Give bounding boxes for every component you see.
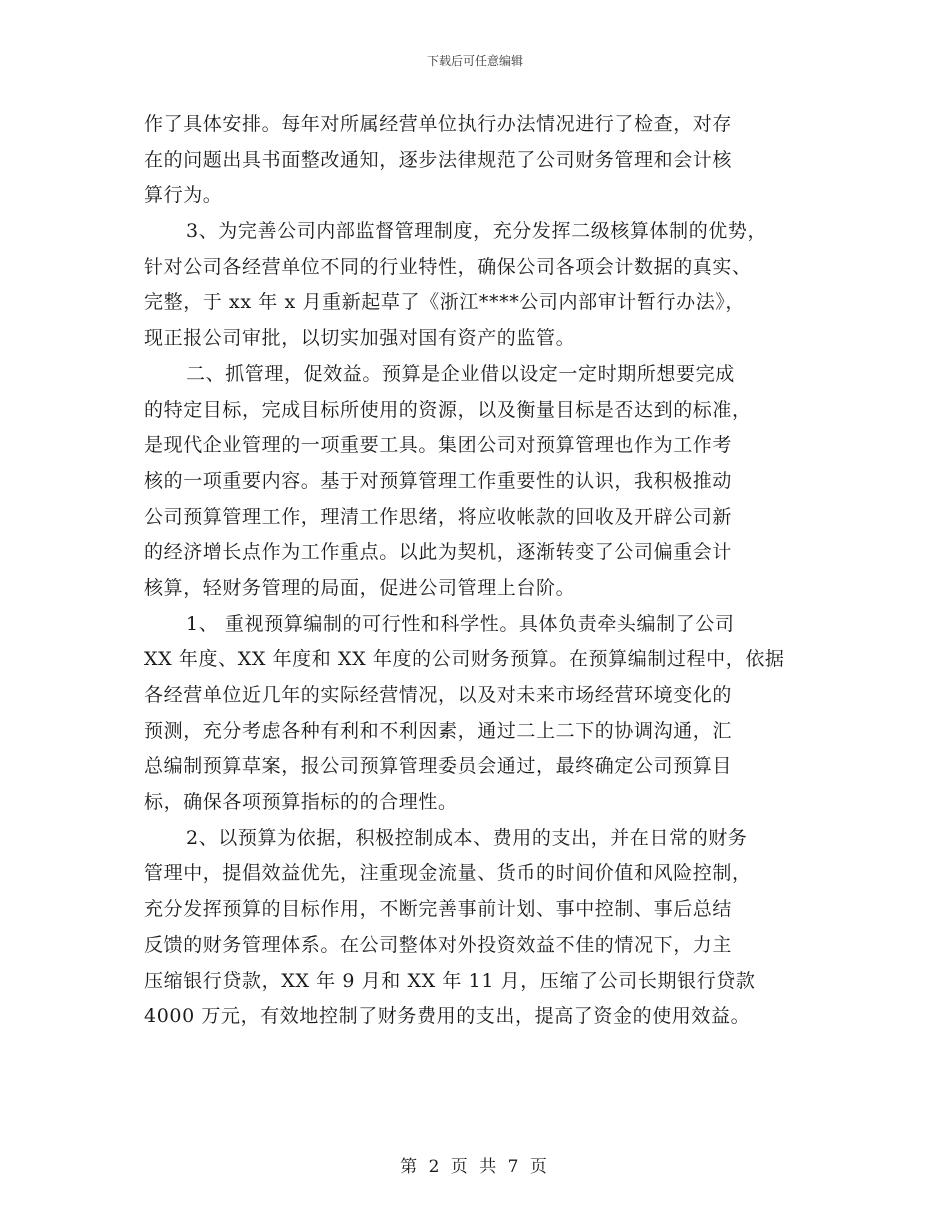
text-line: 1、 重视预算编制的可行性和科学性。具体负责牵头编制了公司 xyxy=(186,612,735,635)
text-line: 2、以预算为依据，积极控制成本、费用的支出，并在日常的财务 xyxy=(186,826,748,849)
text-line: XX 年度、XX 年度和 XX 年度的公司财务预算。在预算编制过程中，依据 xyxy=(144,648,785,671)
text-line: 充分发挥预算的目标作用，不断完善事前计划、事中控制、事后总结 xyxy=(144,898,733,921)
text-line: 总编制预算草案，报公司预算管理委员会通过，最终确定公司预算目 xyxy=(144,755,733,778)
text-line: 压缩银行贷款，XX 年 9 月和 XX 年 11 月，压缩了公司长期银行贷款 xyxy=(144,969,756,992)
text-line: 是现代企业管理的一项重要工具。集团公司对预算管理也作为工作考 xyxy=(144,434,733,457)
text-line: 二、抓管理，促效益。预算是企业借以设定一定时期所想要完成 xyxy=(186,362,735,385)
text-line: 的经济增长点作为工作重点。以此为契机，逐渐转变了公司偏重会计 xyxy=(144,541,733,564)
page-footer: 第 2 页 共 7 页 xyxy=(400,1157,550,1177)
text-line: 在的问题出具书面整改通知，逐步法律规范了公司财务管理和会计核 xyxy=(144,148,733,171)
text-line: 现正报公司审批，以切实加强对国有资产的监管。 xyxy=(144,327,576,350)
text-line: 预测，充分考虑各种有利和不利因素，通过二上二下的协调沟通，汇 xyxy=(144,719,733,742)
text-line: 的特定目标，完成目标所使用的资源，以及衡量目标是否达到的标准， xyxy=(144,398,752,421)
text-line: 4000 万元，有效地控制了财务费用的支出，提高了资金的使用效益。 xyxy=(144,1005,751,1028)
text-line: 完整，于 xx 年 x 月重新起草了《浙江****公司内部审计暂行办法》， xyxy=(144,291,746,314)
text-line: 核的一项重要内容。基于对预算管理工作重要性的认识，我积极推动 xyxy=(144,469,733,492)
text-line: 作了具体安排。每年对所属经营单位执行办法情况进行了检查，对存 xyxy=(144,113,733,135)
text-line: 核算，轻财务管理的局面，促进公司管理上台阶。 xyxy=(144,576,576,599)
document-body xyxy=(144,107,824,1035)
text-line: 针对公司各经营单位不同的行业特性，确保公司各项会计数据的真实、 xyxy=(144,255,752,278)
text-line: 标，确保各项预算指标的的合理性。 xyxy=(144,791,458,814)
text-line: 反馈的财务管理体系。在公司整体对外投资效益不佳的情况下，力主 xyxy=(144,933,733,956)
page-header: 下载后可任意编辑 xyxy=(426,54,523,68)
text-line: 算行为。 xyxy=(144,184,223,207)
text-line: 公司预算管理工作，理清工作思绪，将应收帐款的回收及开辟公司新 xyxy=(144,505,733,528)
text-line: 各经营单位近几年的实际经营情况，以及对未来市场经营环境变化的 xyxy=(144,684,733,706)
text-line: 管理中，提倡效益优先，注重现金流量、货币的时间价值和风险控制， xyxy=(144,862,752,885)
text-line: 3、为完善公司内部监督管理制度，充分发挥二级核算体制的优势， xyxy=(186,220,768,243)
